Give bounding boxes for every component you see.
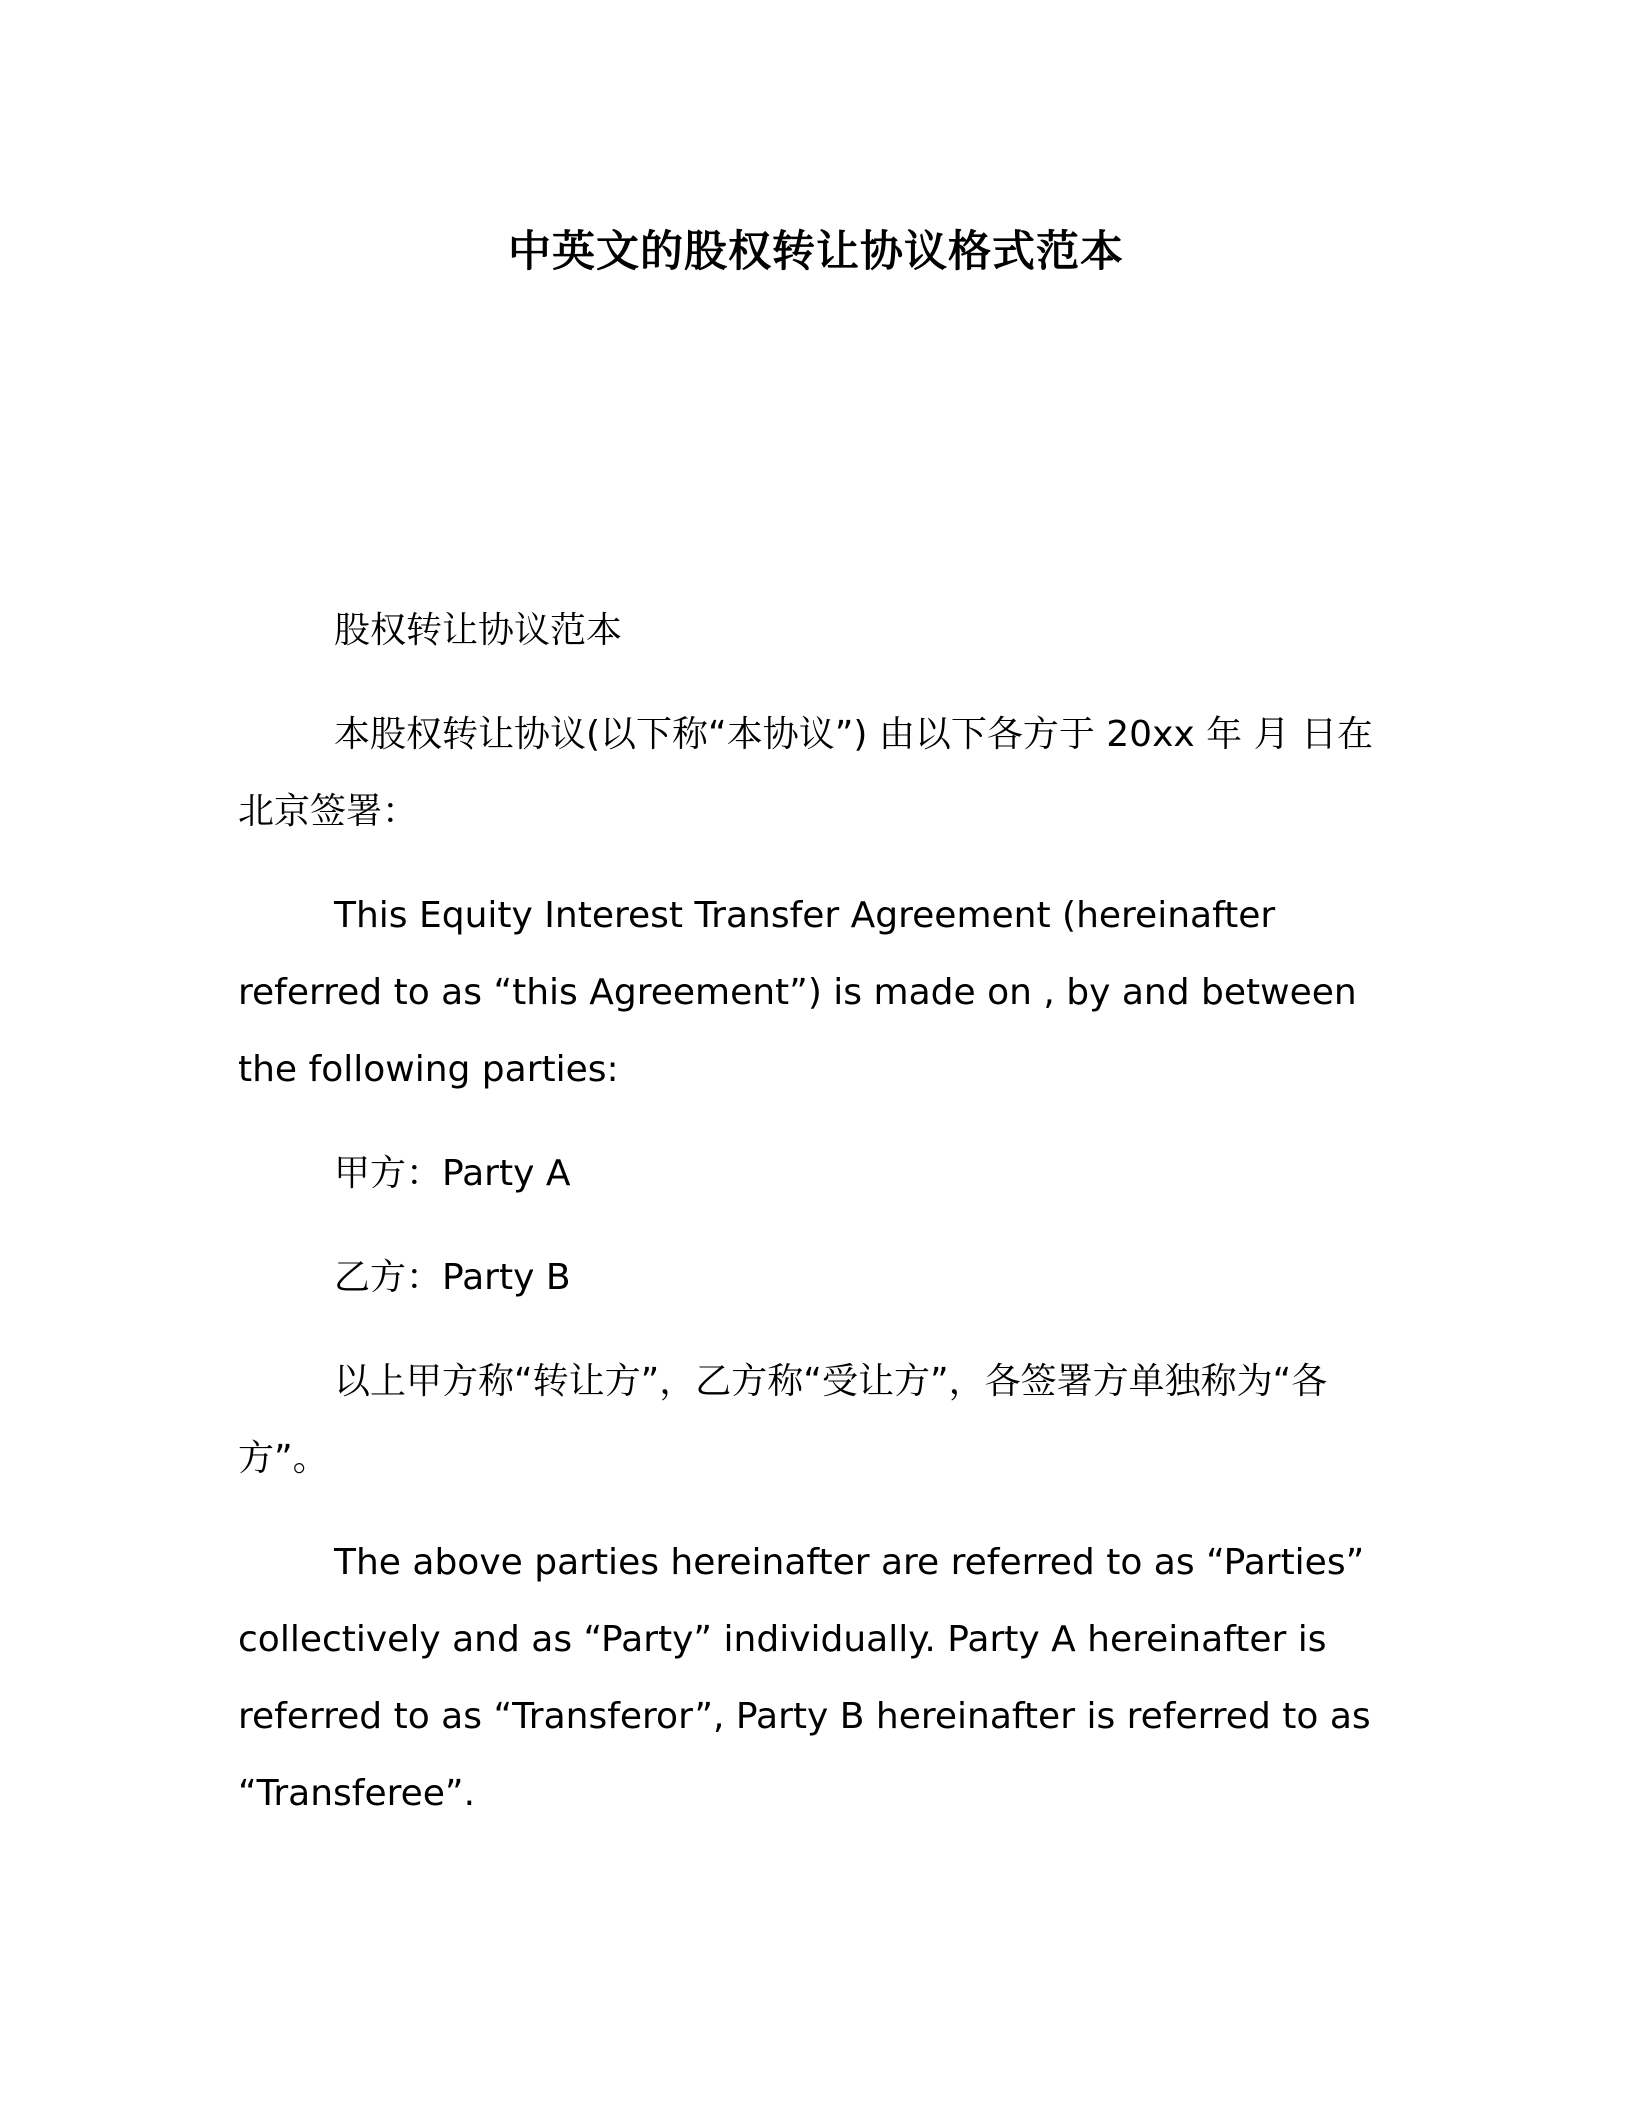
paragraph-signing-cn: 本股权转让协议(以下称“本协议”) 由以下各方于 20xx 年 月 日在北京签署：	[238, 714, 1374, 832]
document-title: 中英文的股权转让协议格式范本	[508, 227, 1124, 277]
document-body	[238, 592, 1378, 1859]
paragraph-party-b: 乙方：Party B	[334, 1257, 571, 1298]
paragraph-definitions-cn: 以上甲方称“转让方”，乙方称“受让方”，各签署方单独称为“各方”。	[238, 1361, 1328, 1479]
paragraph-signing-en: This Equity Interest Transfer Agreement (hereinafter referred to as “this Agreement”) is made on , by and between the following parties:	[238, 895, 1357, 1090]
paragraph-definitions-en: The above parties hereinafter are referred to as “Parties” collectively and as “Party” individually. Party A hereinafter is referred to as “Transferor”, Party B hereinafter is referred to as “Transferee”.	[238, 1542, 1371, 1814]
paragraph-party-a: 甲方：Party A	[334, 1153, 571, 1194]
paragraph-heading: 股权转让协议范本	[334, 610, 623, 651]
